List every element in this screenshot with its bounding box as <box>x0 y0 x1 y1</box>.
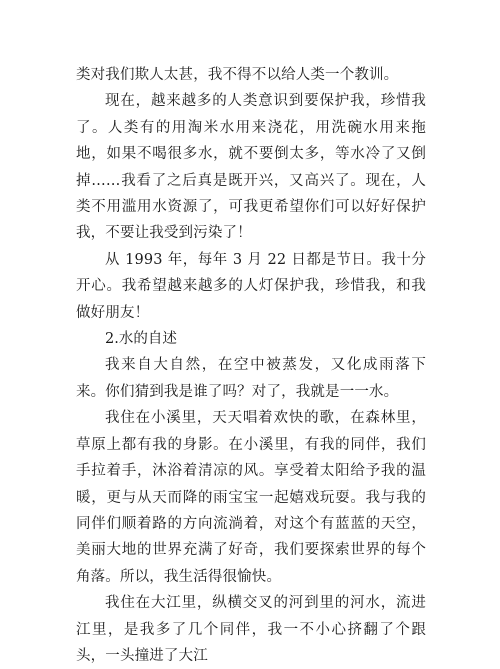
paragraph-river: 我住在大江里，纵横交叉的河到里的河水，流进江里，是我多了几个同伴，我一不小心挤翻了个跟头，一头撞进了大江 <box>76 595 426 664</box>
paragraph-protect-water: 现在，越来越多的人类意识到要保护我，珍惜我了。人类有的用淘米水用来浇花，用洗碗水用来拖地，如果不喝很多水，就不要倒太多，等水冷了又倒掉……我看了之后真是既开兴，又高兴了。现在，人类不用滥用水资源了，可我更希望你们可以好好保护我，不要让我受到污染了！ <box>76 93 426 242</box>
paragraph-water-day: 从 1993 年，每年 3 月 22 日都是节日。我十分开心。我希望越来越多的人灯保护我，珍惜我，和我做好朋友！ <box>76 251 426 321</box>
paragraph-origin: 我来自大自然，在空中被蒸发，又化成雨落下来。你们猜到我是谁了吗？对了，我就是一一水。 <box>76 357 426 400</box>
paragraph-continuation: 类对我们欺人太甚，我不得不以给人类一个教训。 <box>76 67 399 83</box>
section-heading: 2.水的自述 <box>105 331 177 348</box>
paragraph-stream: 我住在小溪里，天天唱着欢快的歌，在森林里，草原上都有我的身影。在小溪里，有我的同伴，我们手拉着手，沐浴着清凉的风。享受着太阳给予我的温暖，更与从天而降的雨宝宝一起嬉戏玩耍。我与我的同伴们顺着路的方向流淌着，对这个有蓝蓝的天空，美丽大地的世界充满了好奇，我们要探索世界的每个角落。所以，我生活得很愉快。 <box>76 410 426 585</box>
document-body <box>76 62 426 669</box>
